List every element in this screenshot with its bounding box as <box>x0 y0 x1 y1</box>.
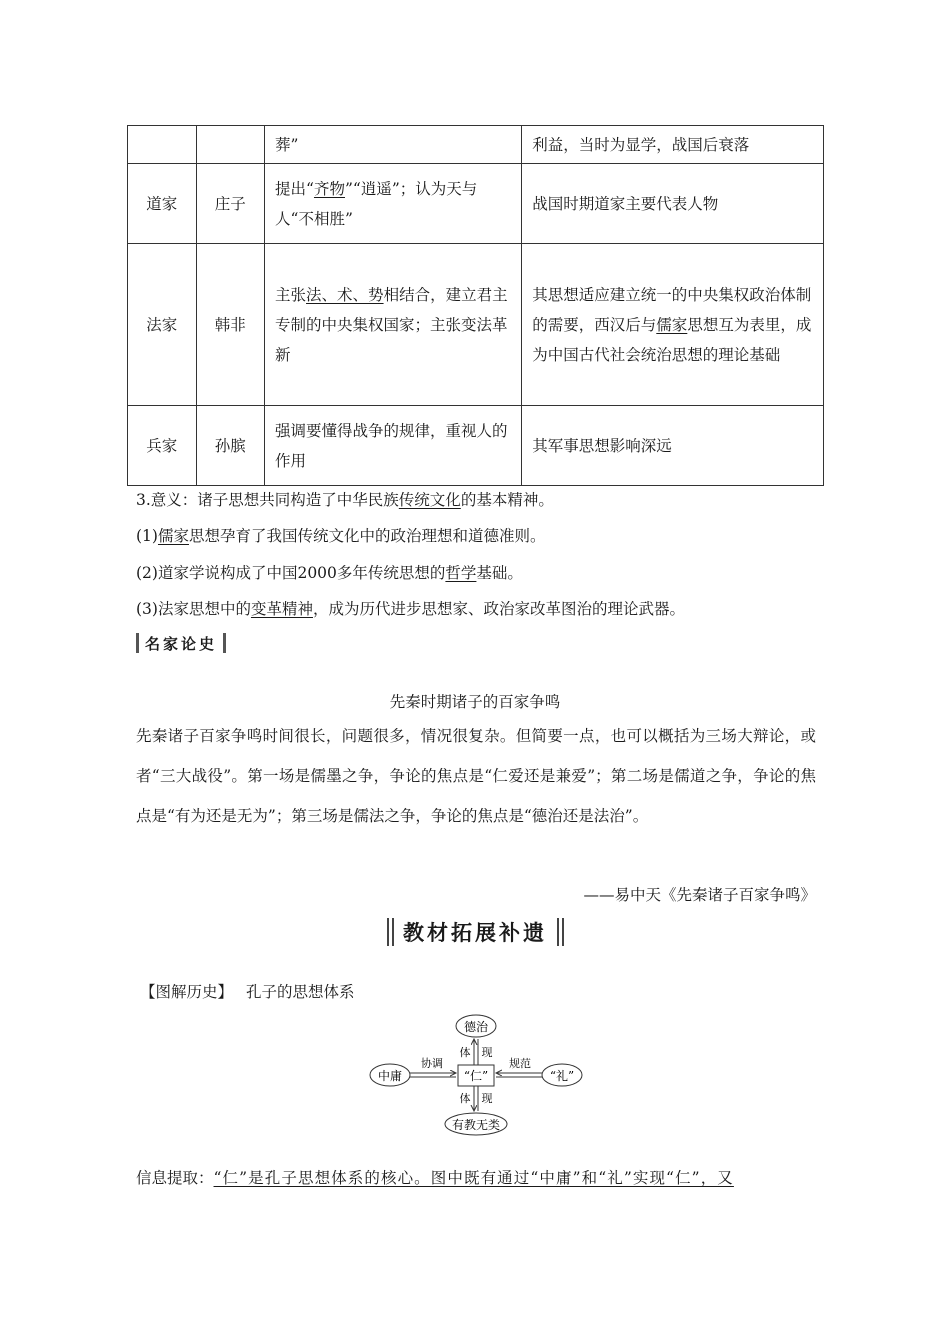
heading-bar <box>223 633 226 653</box>
diagram-caption <box>140 980 354 1002</box>
underlined-term: 变革精神 <box>250 600 313 618</box>
text: (2)道家学说构成了中国2000多年传统思想的 <box>136 564 446 582</box>
node-left-label: 中庸 <box>377 1069 403 1083</box>
edge-right-label: 规范 <box>509 1057 531 1070</box>
assessment-cell: 利益，当时为显学，战国后衰落 <box>522 126 824 164</box>
text: 主张 <box>275 285 307 304</box>
info-label: 信息提取： <box>136 1169 214 1187</box>
significance-line <box>136 488 554 510</box>
text: 3.意义：诸子思想共同构造了中华民族 <box>136 491 399 509</box>
assessment-cell: 其军事思想影响深远 <box>522 406 824 486</box>
school-cell <box>128 126 197 164</box>
heading-bar <box>557 918 559 946</box>
node-right-label: “礼” <box>549 1069 575 1083</box>
text: 的基本精神。 <box>460 491 554 509</box>
excerpt-title: 先秦时期诸子的百家争鸣 <box>389 693 561 711</box>
person-cell: 庄子 <box>196 164 265 244</box>
underlined-term: 儒家 <box>656 315 688 334</box>
text: ，成为历代进步思想家、政治家改革图治的理论武器。 <box>312 600 685 618</box>
table-row <box>128 126 824 164</box>
edge-bottom-label: 体 现 <box>459 1092 493 1105</box>
supplement-heading <box>0 917 950 947</box>
significance-line <box>136 524 546 546</box>
info-text: “仁”是孔子思想体系的核心。图中既有通过“中庸”和“礼”实现“仁”，又 <box>213 1169 734 1187</box>
node-top-label: 德治 <box>463 1020 489 1034</box>
significance-line <box>136 597 685 619</box>
heading-bar <box>392 918 394 946</box>
text: 思想孕育了我国传统文化中的政治理想和道德准则。 <box>188 527 546 545</box>
person-cell: 韩非 <box>196 244 265 406</box>
node-bottom-label: 有教无类 <box>451 1118 501 1132</box>
excerpt-source: ——易中天《先秦诸子百家争鸣》 <box>583 886 816 904</box>
caption-label: 【图解历史】 <box>140 983 234 1001</box>
confucius-thought-diagram <box>360 1010 600 1140</box>
idea-cell: 葬” <box>265 126 522 164</box>
assessment-cell <box>522 244 824 406</box>
idea-cell <box>265 244 522 406</box>
table-row <box>128 244 824 406</box>
edge-top-label: 体 现 <box>459 1046 493 1059</box>
heading-bar <box>387 918 389 946</box>
underlined-term: 法、术、势 <box>306 285 384 304</box>
text: 相结合，建立君主专制的中央集权国家；主张变法革新 <box>275 285 508 364</box>
underlined-term: 齐物 <box>313 179 345 198</box>
person-cell: 孙膑 <box>196 406 265 486</box>
table-row <box>128 164 824 244</box>
underlined-term: 传统文化 <box>398 491 461 509</box>
school-cell: 道家 <box>128 164 197 244</box>
school-cell: 法家 <box>128 244 197 406</box>
text: 基础。 <box>476 564 523 582</box>
text: (1) <box>136 527 158 545</box>
school-cell: 兵家 <box>128 406 197 486</box>
text: 提出“ <box>275 179 314 198</box>
underlined-term: 哲学 <box>445 564 477 582</box>
underlined-term: 儒家 <box>157 527 189 545</box>
edge-left-label: 协调 <box>421 1057 443 1070</box>
supplement-heading-text: 教材拓展补遗 <box>403 921 547 945</box>
assessment-cell: 战国时期道家主要代表人物 <box>522 164 824 244</box>
text: 思想互为表里，成为中国古代社会统治思想的理论基础 <box>532 315 812 364</box>
idea-cell <box>265 164 522 244</box>
person-cell <box>196 126 265 164</box>
text: (3)法家思想中的 <box>136 600 251 618</box>
section-heading-text: 名家论史 <box>145 634 218 653</box>
text: ”“逍遥”；认为天与人“不相胜” <box>275 179 478 228</box>
text: 其思想适应建立统一的中央集权政治体制的需要，西汉后与 <box>532 285 812 334</box>
schools-table <box>127 125 824 486</box>
node-center-label: “仁” <box>463 1069 489 1083</box>
idea-cell: 强调要懂得战争的规律，重视人的作用 <box>265 406 522 486</box>
caption-topic: 孔子的思想体系 <box>245 983 355 1001</box>
heading-bar <box>562 918 564 946</box>
section-heading <box>136 632 226 654</box>
significance-line <box>136 561 523 583</box>
excerpt-body: 先秦诸子百家争鸣时间很长，问题很多，情况很复杂。但简要一点，也可以概括为三场大辩论，或者“三大战役”。第一场是儒墨之争，争论的焦点是“仁爱还是兼爱”；第二场是儒道之争，争论的焦点是“有为还是无为”；第三场是儒法之争，争论的焦点是“德治还是法治”。 <box>136 727 816 825</box>
info-extraction <box>136 1166 816 1188</box>
table-row <box>128 406 824 486</box>
